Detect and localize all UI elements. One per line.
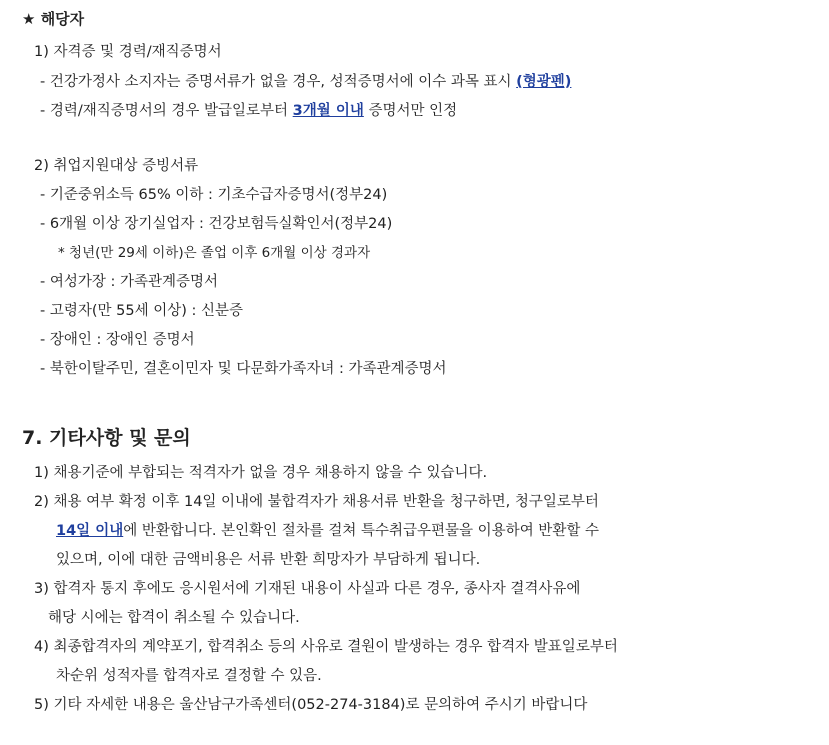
section-7-item-2-line-2 [56,521,599,541]
certs-line-2-post: 증명서만 인정 [363,103,458,119]
section-7-item-2-line-3: 있으며, 이에 대한 금액비용은 서류 반환 희망자가 부담하게 됩니다. [56,552,481,568]
section-7-item-3-line-1: 3) 합격자 통지 후에도 응시원서에 기재된 내용이 사실과 다른 경우, 종사자 결격사유에 [34,581,581,597]
support-docs-item: - 고령자(만 55세 이상) : 신분증 [40,303,243,319]
section-7-item-2-line-1: 2) 채용 여부 확정 이후 14일 이내에 불합격자가 채용서류 반환을 청구하면, 청구일로부터 [34,494,599,510]
fourteen-day-limit: 14일 이내 [56,523,124,539]
certs-line-2 [40,101,457,121]
star-icon: ★ [22,10,36,28]
three-month-limit: 3개월 이내 [292,103,364,119]
section-7-item-4-line-2: 차순위 성적자를 합격자로 결정할 수 있음. [56,668,322,684]
support-docs-item: - 6개월 이상 장기실업자 : 건강보험득실확인서(정부24) [40,216,393,232]
support-docs-item: - 장애인 : 장애인 증명서 [40,332,195,348]
support-docs-note: * 청년(만 29세 이하)은 졸업 이후 6개월 이상 경과자 [58,245,371,261]
section-7-item-1: 1) 채용기준에 부합되는 적격자가 없을 경우 채용하지 않을 수 있습니다. [34,465,488,481]
certs-line-1 [40,72,571,92]
certs-title: 1) 자격증 및 경력/재직증명서 [34,44,222,60]
section-7-title: 7. 기타사항 및 문의 [22,427,191,449]
support-docs-title: 2) 취업지원대상 증빙서류 [34,158,199,174]
eligibility-heading-text: 해당자 [40,10,85,28]
certs-line-1-text: - 건강가정사 소지자는 증명서류가 없을 경우, 성적증명서에 이수 과목 표시 [40,74,517,90]
support-docs-item: - 기준중위소득 65% 이하 : 기초수급자증명서(정부24) [40,187,388,203]
certs-line-2-pre: - 경력/재직증명서의 경우 발급일로부터 [40,103,293,119]
highlighter-note: (형광펜) [516,74,572,90]
support-docs-item: - 여성가장 : 가족관계증명서 [40,274,219,290]
section-7-item-5: 5) 기타 자세한 내용은 울산남구가족센터(052-274-3184)로 문의하여 주시기 바랍니다 [34,697,588,713]
support-docs-item: - 북한이탈주민, 결혼이민자 및 다문화가족자녀 : 가족관계증명서 [40,361,447,377]
eligibility-heading [22,9,84,29]
section-7-item-2-line-2-text: 에 반환합니다. 본인확인 절차를 걸쳐 특수취급우편물을 이용하여 반환할 수 [123,523,599,539]
section-7-item-4-line-1: 4) 최종합격자의 계약포기, 합격취소 등의 사유로 결원이 발생하는 경우 합격자 발표일로부터 [34,639,618,655]
section-7-item-3-line-2: 해당 시에는 합격이 취소될 수 있습니다. [48,610,300,626]
